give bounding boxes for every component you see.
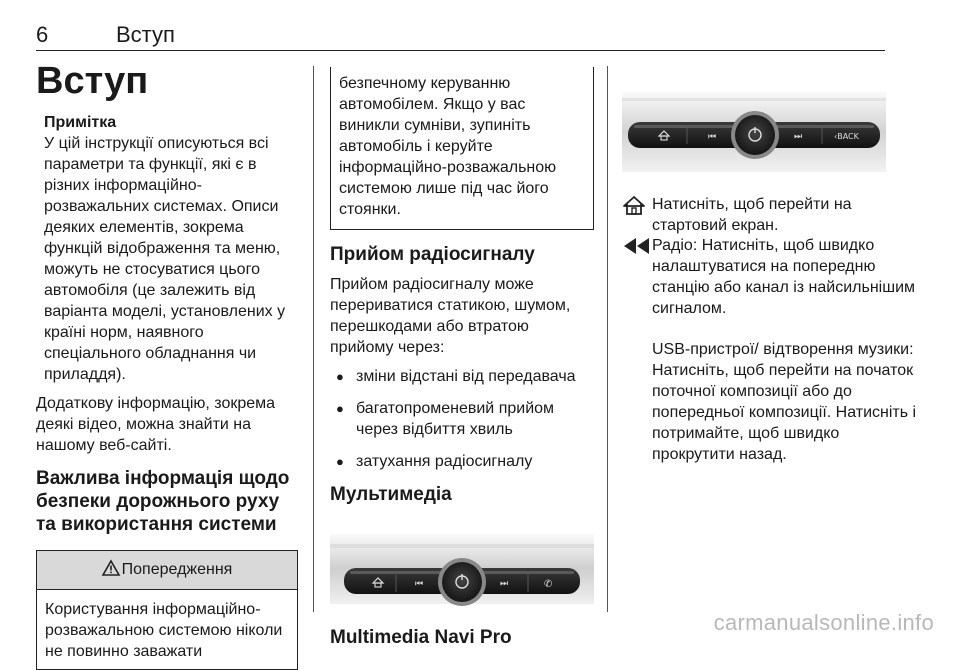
- bullet-list: [330, 366, 594, 472]
- home-icon: [622, 194, 650, 216]
- svg-text:✆: ✆: [544, 579, 553, 590]
- page-number: 6: [36, 22, 49, 47]
- column-left: [36, 58, 298, 670]
- warning-continued-text: безпечному керуванню автомобілем. Якщо у вас виникли сумніви, зупиніть автомобіль і керуйте інформаційно-розважальною системою лише під час його стоянки.: [339, 75, 557, 218]
- control-panel-image: [330, 520, 594, 620]
- rewind-icon: [622, 235, 650, 257]
- warning-box-continued: [330, 67, 594, 230]
- column-divider: [313, 66, 314, 612]
- warning-triangle-icon: [102, 560, 120, 576]
- section-heading: Вступ: [36, 60, 149, 102]
- rewind-description: Радіо: Натисніть, щоб швидко налаштуватися на попередню станцію або канал із найсильнішим сигналом.: [652, 237, 915, 317]
- svg-text:‹BACK: ‹BACK: [834, 132, 859, 141]
- svg-text:⏮: ⏮: [708, 132, 717, 142]
- home-description: Натисніть, щоб перейти на стартовий екран.: [652, 196, 852, 234]
- radio-intro: Прийом радіосигналу може перериватися статикою, шумом, перешкодами або втратою прийому через:: [330, 276, 571, 356]
- svg-text:⏮: ⏮: [415, 579, 424, 589]
- navi-pro-heading: Multimedia Navi Pro: [330, 627, 512, 648]
- warning-body: Користування інформаційно-розважальною системою ніколи не повинно заважати: [45, 601, 283, 660]
- watermark: carmanualsonline.info: [713, 610, 934, 635]
- radio-heading: Прийом радіосигналу: [330, 244, 535, 265]
- list-item: [622, 235, 922, 325]
- header-title: Вступ: [116, 22, 175, 47]
- list-item: [622, 339, 922, 479]
- list-item: ● багатопроменевий прийом через відбиття хвиль: [330, 398, 594, 440]
- column-divider: [607, 66, 608, 612]
- svg-text:⏭: ⏭: [500, 579, 509, 589]
- safety-heading: Важлива інформація щодо безпеки дорожнього руху та використання системи: [36, 468, 290, 535]
- paragraph: Додаткову інформацію, зокрема деякі відео, можна знайти на нашому веб-сайті.: [36, 395, 276, 454]
- list-item: [622, 194, 922, 240]
- column-right: [622, 0, 922, 642]
- usb-description: USB-пристрої/ відтворення музики: Натисніть, щоб перейти на початок поточної композиції або до попередньої композиції. Натисніть і потримайте, щоб швидко прокрутити назад.: [652, 341, 917, 463]
- list-item: ● зміни відстані від передавача: [330, 366, 594, 387]
- note-title: Примітка: [44, 114, 117, 131]
- warning-header: [37, 551, 297, 590]
- control-panel-image: [622, 92, 886, 172]
- warning-box: [36, 550, 298, 670]
- note-body: У цій інструкції описуються всі параметри та функції, які є в різних інформаційно-розважальних системах. Описи деяких елементів, зокрема функцій відображення та меню, можуть не стосуватися цього автомобіля (це залежить від варіанта моделі, установлених у країні норм, наявного спеціального обладнання чи приладдя).: [44, 135, 286, 383]
- column-middle: [330, 67, 594, 649]
- list-item: ● затухання радіосигналу: [330, 451, 594, 472]
- multimedia-heading: Мультимедіа: [330, 484, 452, 505]
- warning-title: Попередження: [121, 561, 233, 578]
- svg-text:⏭: ⏭: [794, 132, 803, 142]
